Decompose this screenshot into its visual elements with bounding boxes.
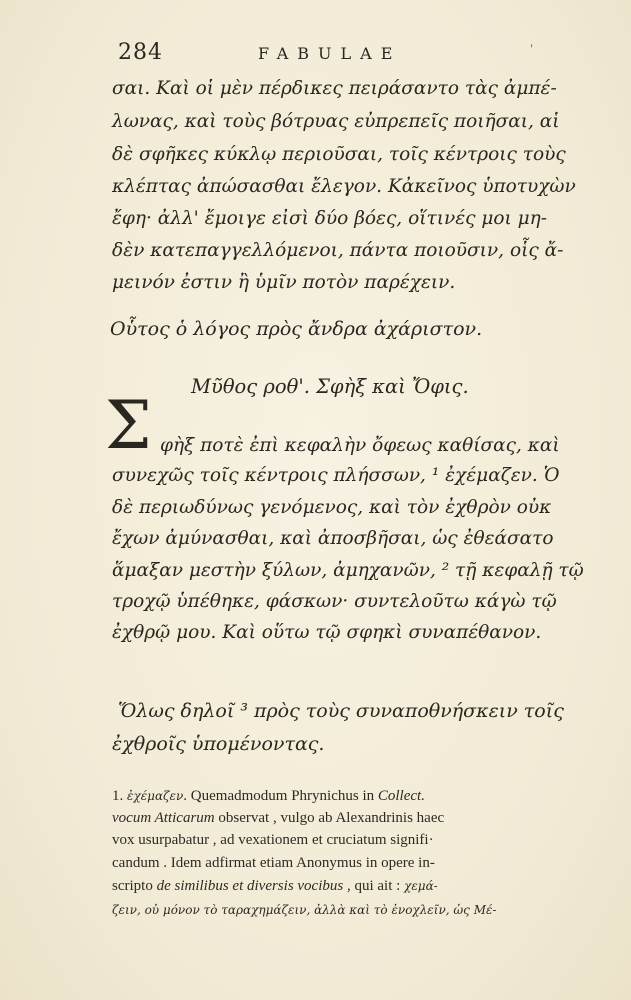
footnote-line: candum . Idem adfirmat etiam Anonymus in opere in- [112,855,435,871]
page-header [118,40,538,70]
fable-line: φὴξ ποτὲ ἐπὶ κεφαλὴν ὄφεως καθίσας, καὶ [160,435,560,456]
fable-line: δὲ περιωδύνως γενόμενος, καὶ τὸν ἐχθρὸν οὐκ [112,497,552,518]
text-line: σαι. Καὶ οἱ μὲν πέρδικες πειράσαντο τὰς ἀμπέ- [112,78,557,99]
text-line: δὲν κατεπαγγελλόμενοι, πάντα ποιοῦσιν, οἷς ἄ- [112,240,564,261]
fable-title: Μῦθος ροθ'. Σφὴξ καὶ Ὄφις. [191,375,469,398]
footnote-greek: ζειν, οὐ μόνον τὸ ταραχημάζειν, ἀλλὰ καὶ τὸ ἐνοχλεῖν, ὡς Μέ- [112,903,497,917]
header-mark: ' [530,42,534,56]
footnote-citation: vocum Atticarum [112,810,215,826]
fable-line: ἅμαξαν μεστὴν ξύλων, ἀμηχανῶν, ² τῇ κεφαλῇ τῷ [112,560,584,581]
text-line: ἔφη· ἀλλ' ἔμοιγε εἰσὶ δύο βόες, οἵτινές μοι μη- [112,208,548,229]
footnote-line [112,902,496,919]
footnote-line: vox usurpabatur , ad vexationem et cruciatum signifi· [112,832,434,848]
footnote-greek: χεμά- [404,879,438,893]
footnote-greek: ἐχέμαζεν [127,789,184,803]
fable-line: ἐχθρῷ μου. Καὶ οὕτω τῷ σφηκὶ συναπέθανον. [112,622,542,643]
fable-line: ἔχων ἀμύνασθαι, καὶ ἀποσβῆσαι, ὡς ἐθεάσατο [112,528,554,549]
footnote-marker: 1. [112,788,124,804]
moral-line: ἐχθροῖς ὑπομένοντας. [112,733,325,755]
footnote-line [112,810,444,827]
moral-line: Οὗτος ὁ λόγος πρὸς ἄνδρα ἀχάριστον. [110,318,483,340]
footnote-text: scripto [112,878,153,894]
footnote-line [112,878,438,895]
footnote-title: de similibus et diversis vocibus [156,878,344,894]
running-title: FABULAE [258,44,402,63]
footnote-text: , qui ait : [346,878,401,894]
fable-line: τροχῷ ὑπέθηκε, φάσκων· συντελοῦτω κάγὼ τῷ [112,591,557,612]
text-line: μεινόν ἐστιν ἢ ὑμῖν ποτὸν παρέχειν. [112,272,456,293]
fable-line: συνεχῶς τοῖς κέντροις πλήσσων, ¹ ἐχέμαζεν. Ὁ [112,465,560,486]
page-number: 284 [118,40,163,65]
footnote-citation: Collect. [377,788,425,804]
footnote-text: observat , vulgo ab Alexandrinis haec [218,810,445,826]
text-line: λωνας, καὶ τοὺς βότρυας εὐπρεπεῖς ποιῆσαι, αἱ [112,111,560,132]
footnote-line [112,788,425,805]
moral-line: Ὅλως δηλοῖ ³ πρὸς τοὺς συναποθνήσκειν τοῖς [118,700,564,722]
text-line: κλέπτας ἀπώσασθαι ἔλεγον. Κἀκεῖνος ὑποτυχὼν [112,176,576,197]
footnote-text: . Quemadmodum Phrynichus in [183,788,375,804]
drop-cap: Σ [105,387,152,464]
text-line: δὲ σφῆκες κύκλῳ περιοῦσαι, τοῖς κέντροις τοὺς [112,144,566,165]
